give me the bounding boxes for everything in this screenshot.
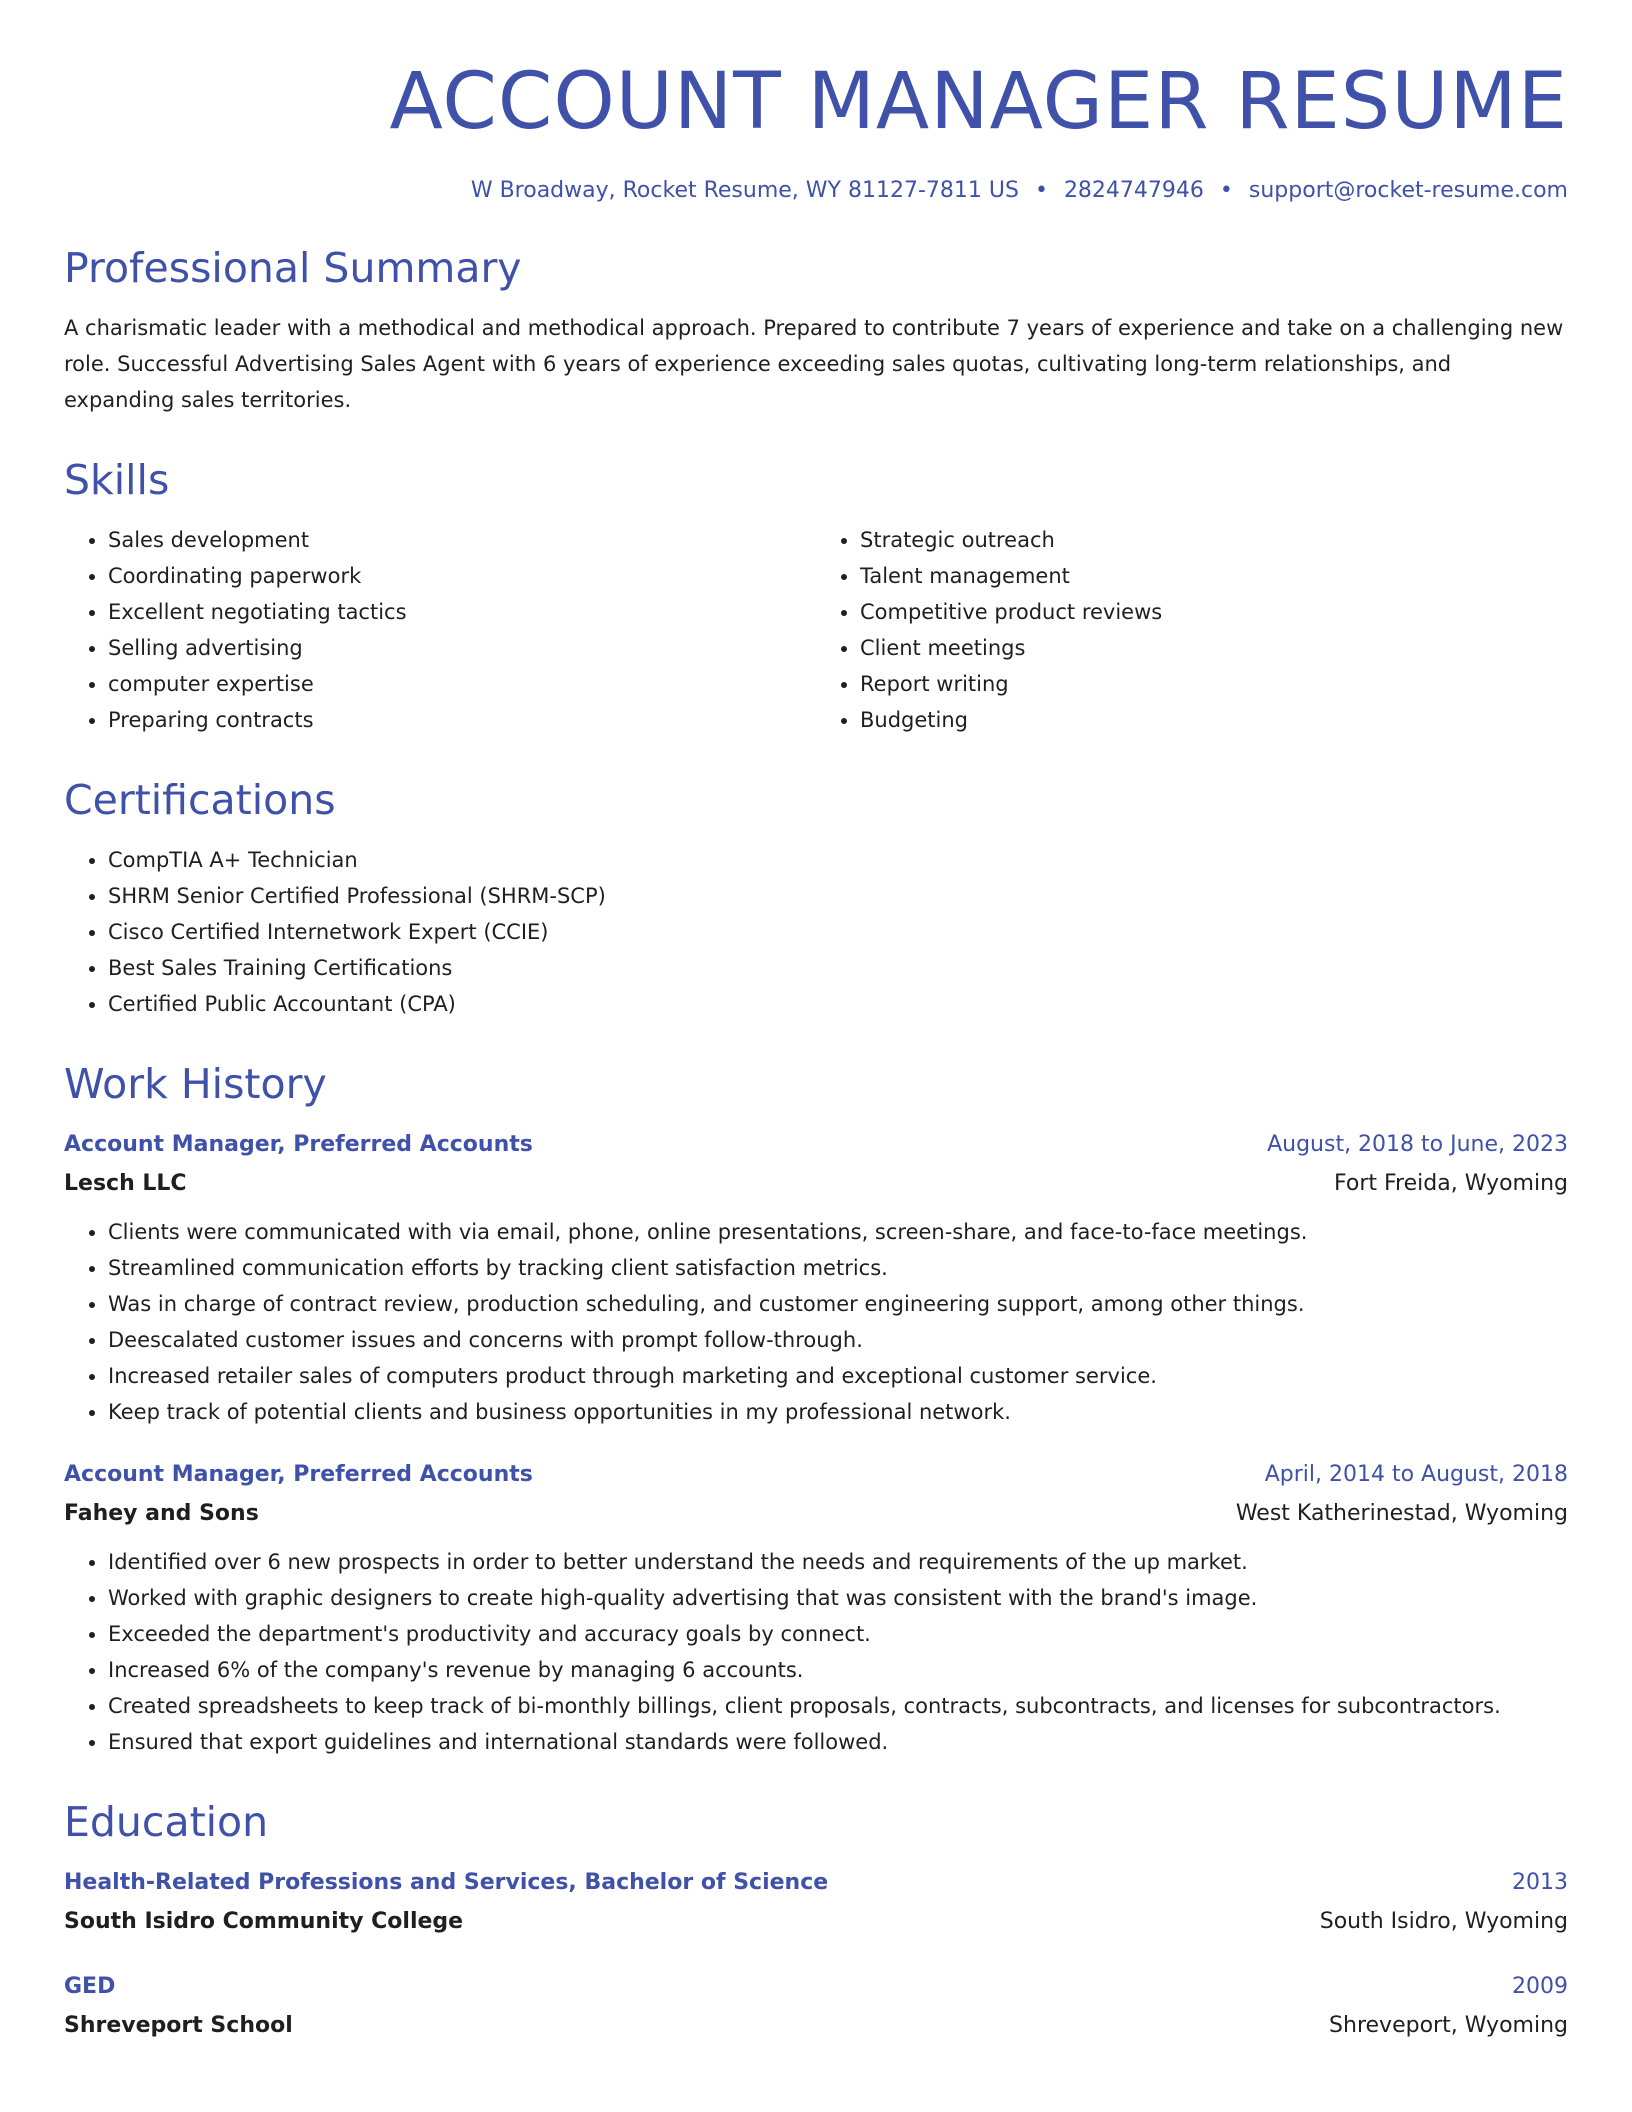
skill-item: • Talent management [860,558,1568,594]
section-title-education: Education [64,1798,269,1846]
certification-item: • CompTIA A+ Technician [108,842,1568,878]
education-degree-row [64,1864,1568,1902]
skill-item: • Report writing [860,666,1568,702]
certifications-section [64,774,1568,1022]
skills-column-left [64,522,816,738]
education-location: Shreveport, Wyoming [1329,2013,1568,2038]
skill-item: • Strategic outreach [860,522,1568,558]
job-company: Lesch LLC [64,1171,187,1196]
skill-item: • Budgeting [860,702,1568,738]
resume-header [64,56,1568,206]
resume-title: ACCOUNT MANAGER RESUME [389,57,1568,147]
job-dates: August, 2018 to June, 2023 [1267,1132,1568,1157]
professional-summary-section [64,242,1568,418]
skills-list-right [816,522,1568,738]
job-title-row [64,1456,1568,1494]
education-school: South Isidro Community College [64,1909,464,1934]
job-bullet: • Increased 6% of the company's revenue by managing 6 accounts. [108,1652,1568,1688]
skill-item: • Excellent negotiating tactics [108,594,816,630]
contact-email[interactable]: support@rocket-resume.com [1248,178,1568,203]
certification-item: • SHRM Senior Certified Professional (SHRM-SCP) [108,878,1568,914]
education-degree-row [64,1968,1568,2006]
section-title-summary: Professional Summary [64,244,522,292]
skill-item: • Competitive product reviews [860,594,1568,630]
contact-separator: • [1034,178,1048,203]
job-bullet: • Created spreadsheets to keep track of bi-monthly billings, client proposals, contracts, subcontracts, and licenses for subcontractors. [108,1688,1568,1724]
skill-item: • Preparing contracts [108,702,816,738]
job-dates: April, 2014 to August, 2018 [1264,1462,1568,1487]
education-school-row [64,2006,1568,2046]
contact-address: W Broadway, Rocket Resume, WY 81127-7811 US [470,178,1019,203]
job-bullet: • Keep track of potential clients and business opportunities in my professional network. [108,1394,1568,1430]
job-entry [64,1126,1568,1430]
education-school: Shreveport School [64,2013,293,2038]
job-bullets [64,1544,1568,1760]
certification-item: • Certified Public Accountant (CPA) [108,986,1568,1022]
job-company-row [64,1494,1568,1534]
job-bullet: • Streamlined communication efforts by tracking client satisfaction metrics. [108,1250,1568,1286]
skill-item: • Selling advertising [108,630,816,666]
education-year: 2009 [1512,1974,1568,1999]
summary-text: A charismatic leader with a methodical and methodical approach. Prepared to contribute 7 years of experience and take on a challenging new role. Successful Advertising Sales Agent with 6 years of experience exceeding sales quotas, cultivating long-term relationships, and expanding sales territories. [64,316,1564,412]
job-bullet: • Deescalated customer issues and concerns with prompt follow-through. [108,1322,1568,1358]
job-title-row [64,1126,1568,1164]
education-year: 2013 [1512,1870,1568,1895]
certification-item: • Best Sales Training Certifications [108,950,1568,986]
section-title-work-history: Work History [64,1060,327,1108]
job-company: Fahey and Sons [64,1501,259,1526]
certification-item: • Cisco Certified Internetwork Expert (CCIE) [108,914,1568,950]
work-history-section [64,1058,1568,1760]
job-bullet: • Exceeded the department's productivity and accuracy goals by connect. [108,1616,1568,1652]
job-bullet: • Identified over 6 new prospects in order to better understand the needs and requirements of the up market. [108,1544,1568,1580]
job-bullet: • Ensured that export guidelines and international standards were followed. [108,1724,1568,1760]
education-degree: GED [64,1974,116,1999]
certifications-list [64,842,1568,1022]
skills-column-right [816,522,1568,738]
section-title-skills: Skills [64,456,170,504]
contact-phone: 2824747946 [1063,178,1204,203]
skills-list-left [64,522,816,738]
job-title: Account Manager, Preferred Accounts [64,1462,533,1487]
job-bullet: • Clients were communicated with via email, phone, online presentations, screen-share, and face-to-face meetings. [108,1214,1568,1250]
job-location: Fort Freida, Wyoming [1334,1171,1568,1196]
job-entry [64,1456,1568,1760]
job-bullet: • Was in charge of contract review, production scheduling, and customer engineering support, among other things. [108,1286,1568,1322]
education-school-row [64,1902,1568,1942]
skill-item: • Client meetings [860,630,1568,666]
skills-section [64,454,1568,738]
job-bullet: • Worked with graphic designers to create high-quality advertising that was consistent with the brand's image. [108,1580,1568,1616]
skill-item: • Sales development [108,522,816,558]
section-title-certifications: Certifications [64,776,336,824]
education-entry [64,1968,1568,2046]
job-bullet: • Increased retailer sales of computers product through marketing and exceptional customer service. [108,1358,1568,1394]
skill-item: • computer expertise [108,666,816,702]
contact-line [64,176,1568,206]
education-section [64,1796,1568,2046]
education-entry [64,1864,1568,1942]
job-bullets [64,1214,1568,1430]
job-location: West Katherinestad, Wyoming [1235,1501,1568,1526]
contact-separator: • [1219,178,1233,203]
job-title: Account Manager, Preferred Accounts [64,1132,533,1157]
education-degree: Health-Related Professions and Services, Bachelor of Science [64,1870,829,1895]
education-location: South Isidro, Wyoming [1319,1909,1568,1934]
skill-item: • Coordinating paperwork [108,558,816,594]
skills-grid [64,522,1568,738]
job-company-row [64,1164,1568,1204]
